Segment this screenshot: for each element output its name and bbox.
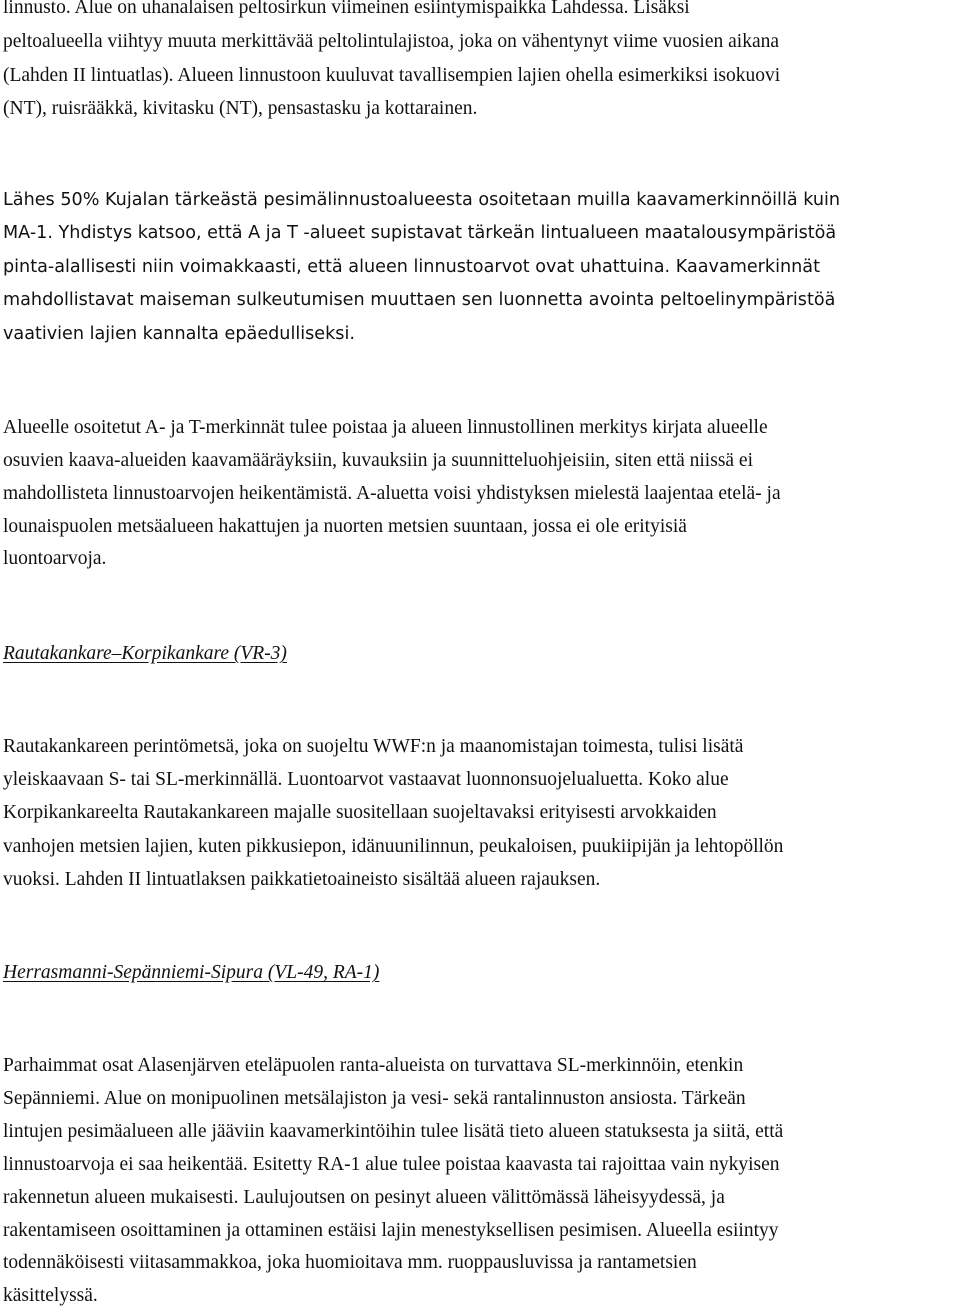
text-line: mahdollistavat maiseman sulkeutumisen muuttaen sen luonnetta avointa peltoelinympäristöä [3, 290, 836, 310]
text-line: vanhojen metsien lajien, kuten pikkusiepon, idänuunilinnun, peukaloisen, puukiipijän ja lehtopöllön [3, 836, 784, 857]
text-line: (Lahden II lintuatlas). Alueen linnustoon kuuluvat tavallisempien lajien ohella esimerkiksi isokuovi [3, 65, 781, 86]
text-line: Parhaimmat osat Alasenjärven eteläpuolen ranta-alueista on turvattava SL-merkinnöin, etenkin [3, 1055, 744, 1076]
text-line: luontoarvoja. [3, 548, 107, 569]
text-line: yleiskaavaan S- tai SL-merkinnällä. Luontoarvot vastaavat luonnonsuojelualuetta. Koko alue [3, 769, 729, 790]
text-line: mahdollisteta linnustoarvojen heikentämistä. A-aluetta voisi yhdistyksen mielestä laajentaa etelä- ja [3, 483, 781, 504]
text-line: käsittelyssä. [3, 1285, 98, 1306]
text-line: linnusto. Alue on uhanalaisen peltosirkun viimeinen esiintymispaikka Lahdessa. Lisäksi [3, 0, 690, 18]
text-line: Sepänniemi. Alue on monipuolinen metsälajiston ja vesi- sekä rantalinnuston ansiosta. Tärkeän [3, 1088, 746, 1109]
text-line: lounaispuolen metsäalueen hakattujen ja nuorten metsien suuntaan, jossa ei ole erityisiä [3, 516, 687, 537]
text-line: linnustoarvoja ei saa heikentää. Esitetty RA-1 alue tulee poistaa kaavasta tai rajoittaa vain nykyisen [3, 1154, 780, 1175]
section-heading-herrasmanni: Herrasmanni-Sepänniemi-Sipura (VL-49, RA-1) [3, 962, 380, 983]
text-line: todennäköisesti viitasammakkoa, joka huomioitava mm. ruoppausluvissa ja rantametsien [3, 1252, 697, 1273]
text-line: pinta-alallisesti niin voimakkaasti, että alueen linnustoarvot ovat uhattuina. Kaavamerkinnät [3, 257, 820, 277]
text-line: Lähes 50% Kujalan tärkeästä pesimälinnustoalueesta osoitetaan muilla kaavamerkinnöillä kuin [3, 190, 841, 210]
text-line: MA-1. Yhdistys katsoo, että A ja T -alueet supistavat tärkeän lintualueen maatalousympäristöä [3, 223, 837, 243]
text-line: (NT), ruisrääkkä, kivitasku (NT), pensastasku ja kottarainen. [3, 98, 478, 119]
text-line: Korpikankareelta Rautakankareen majalle suositellaan suojeltavaksi erityisesti arvokkaiden [3, 802, 717, 823]
text-line: vaativien lajien kannalta epäedulliseksi. [3, 324, 355, 344]
text-line: vuoksi. Lahden II lintuatlaksen paikkatietoaineisto sisältää alueen rajauksen. [3, 869, 601, 890]
text-line: peltoalueella viihtyy muuta merkittävää peltolintulajistoa, joka on vähentynyt viime vuosien aikana [3, 31, 780, 52]
text-line: rakennetun alueen mukaisesti. Laulujoutsen on pesinyt alueen välittömässä läheisyydessä, ja [3, 1187, 725, 1208]
text-line: Alueelle osoitetut A- ja T-merkinnät tulee poistaa ja alueen linnustollinen merkitys kirjata alueelle [3, 417, 768, 438]
text-line: rakentamiseen osoittaminen ja ottaminen estäisi lajin menestyksellisen pesimisen. Alueella esiintyy [3, 1220, 779, 1241]
text-line: osuvien kaava-alueiden kaavamääräyksiin, kuvauksiin ja suunnitteluohjeisiin, siten että niissä ei [3, 450, 754, 471]
text-line: lintujen pesimäalueen alle jääviin kaavamerkintöihin tulee lisätä tieto alueen statuksesta ja siitä, että [3, 1121, 784, 1142]
section-heading-rautakankare: Rautakankare–Korpikankare (VR-3) [3, 643, 287, 664]
text-line: Rautakankareen perintömetsä, joka on suojeltu WWF:n ja maanomistajan toimesta, tulisi lisätä [3, 736, 744, 757]
